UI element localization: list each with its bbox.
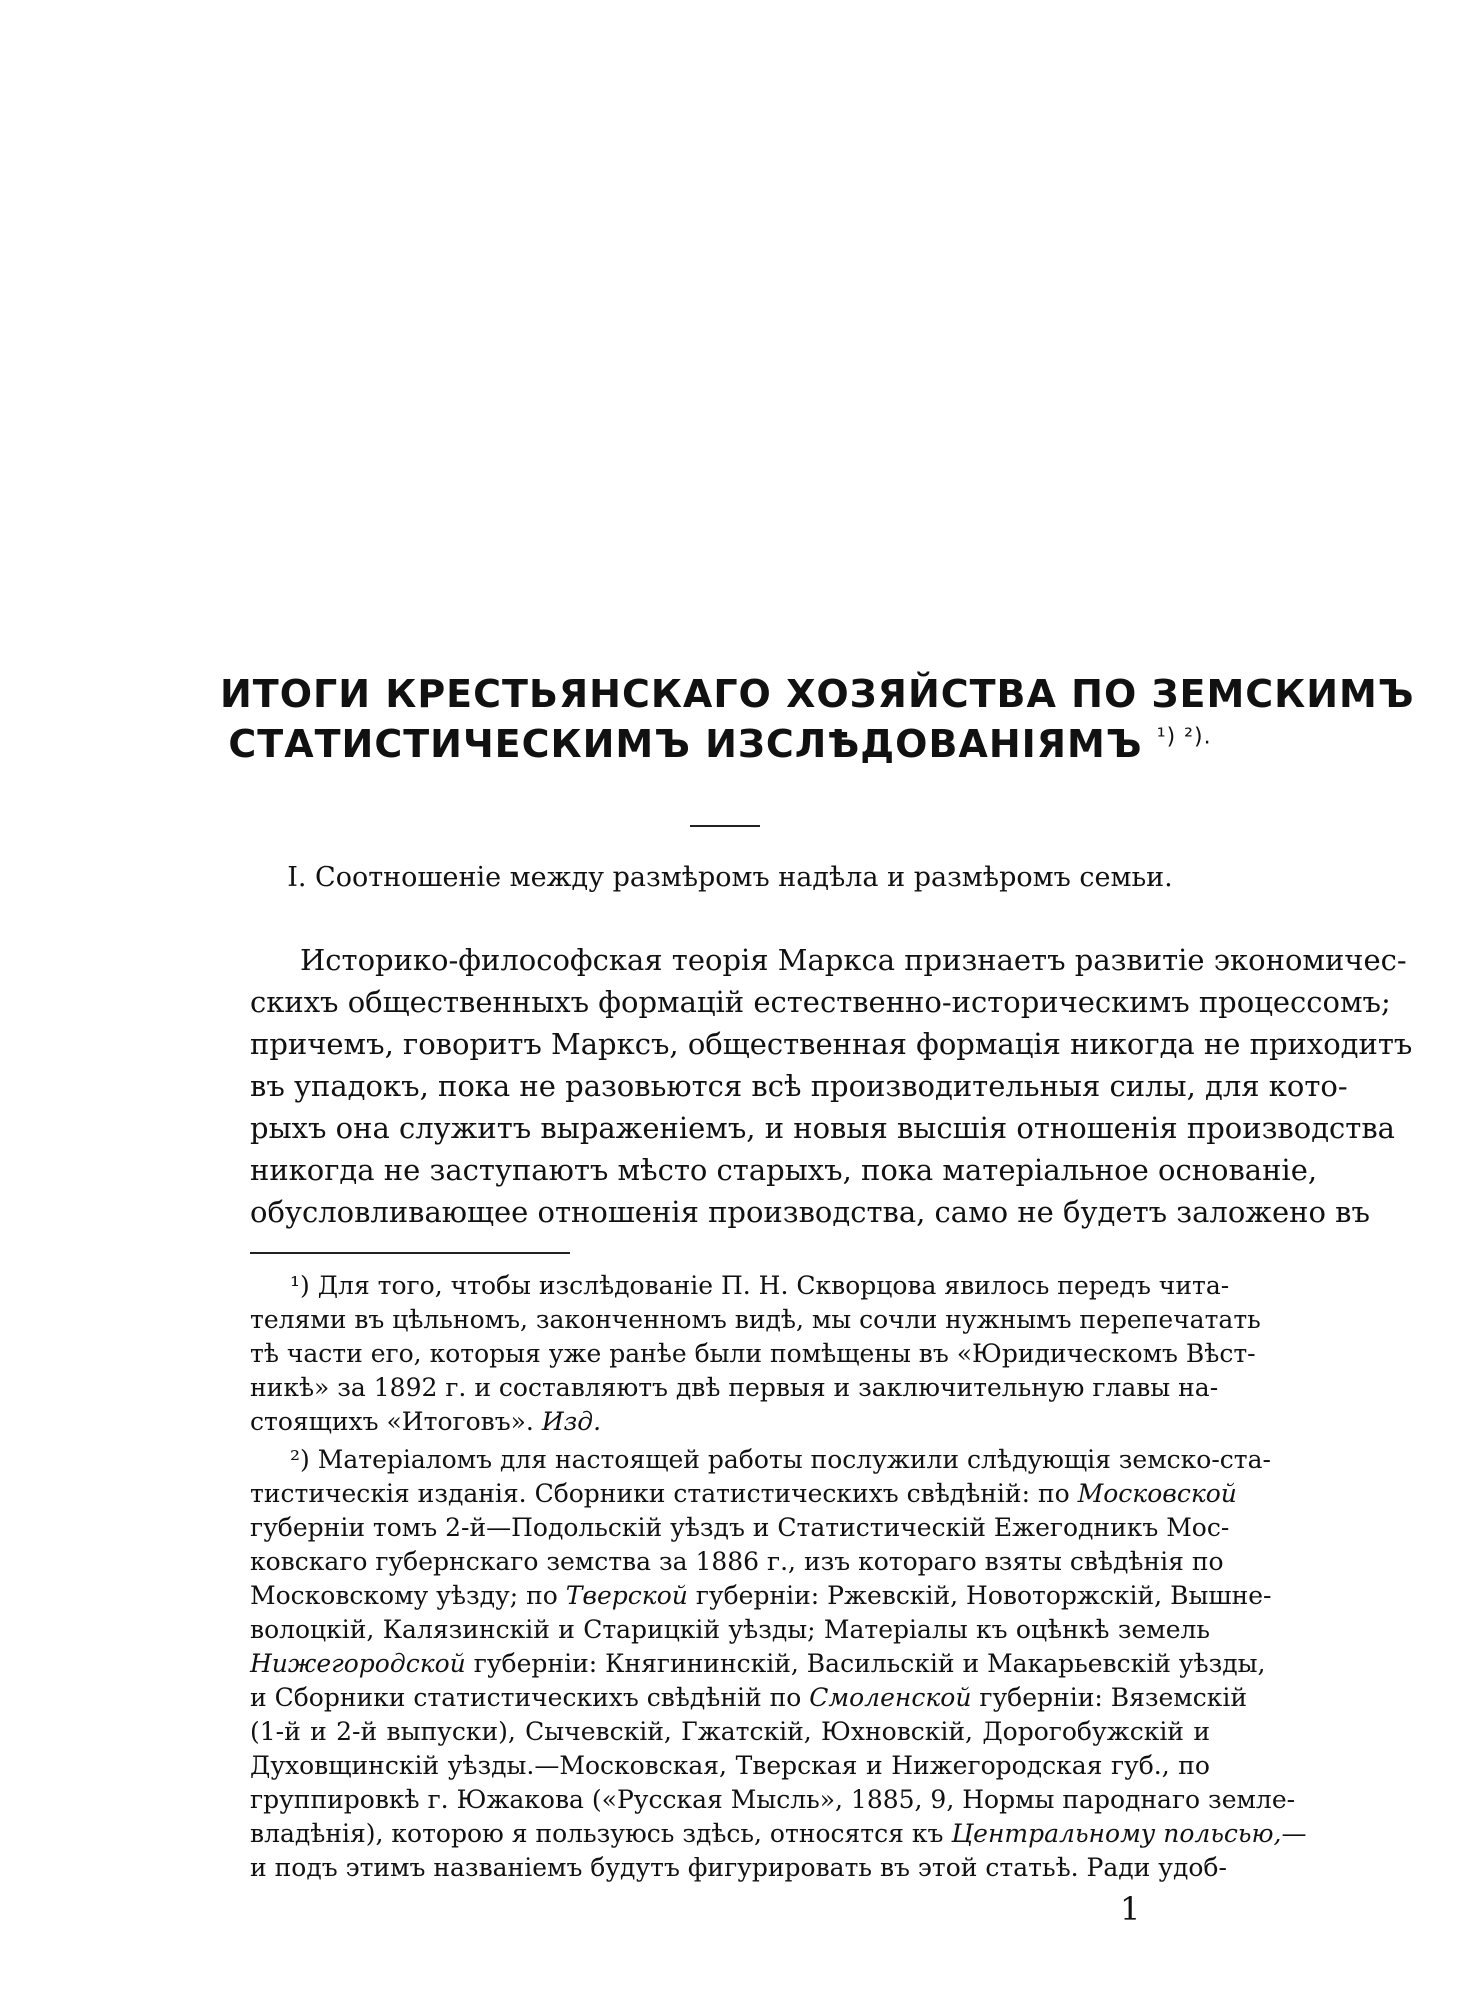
footnote-1-line: ¹) Для того, чтобы изслѣдованiе П. Н. Скворцова явилось передъ чита- <box>290 1271 1230 1300</box>
footnote-divider <box>250 1252 570 1254</box>
footnote-1-line: тѣ части его, которыя уже ранѣе были помѣщены въ «Юридическомъ Вѣст- <box>250 1339 1256 1368</box>
body-line: рыхъ она служитъ выраженiемъ, и новыя высшiя отношенiя производства <box>250 1111 1395 1145</box>
article-title-line-2 <box>220 722 1220 766</box>
footnote-2-line: губернiи томъ 2-й—Подольскiй уѣздъ и Статистическiй Ежегодникъ Мос- <box>250 1513 1230 1542</box>
footnote-2-line: владѣнiя), которою я пользуюсь здѣсь, относятся къ Центральному польсью,— <box>250 1819 1307 1848</box>
footnote-2-line: Московскому уѣзду; по Тверской губернiи: Ржевскiй, Новоторжскiй, Вышне- <box>250 1581 1272 1610</box>
footnote-2-line: ²) Матерiаломъ для настоящей работы послужили слѣдующiя земско-ста- <box>290 1445 1271 1474</box>
footnote-1-line: никѣ» за 1892 г. и составляютъ двѣ первыя и заключительную главы на- <box>250 1373 1219 1402</box>
section-heading: I. Соотношенiе между размѣромъ надѣла и размѣромъ семьи. <box>287 862 1173 893</box>
body-line: скихъ общественныхъ формацiй естественно-историческимъ процессомъ; <box>250 985 1391 1019</box>
footnote-2-line: тистическiя изданiя. Сборники статистическихъ свѣдѣнiй: по Московской <box>250 1479 1237 1508</box>
footnote-2-marker: ²) <box>290 1445 310 1474</box>
body-line: никогда не заступаютъ мѣсто старыхъ, пока матерiальное основанiе, <box>250 1153 1318 1187</box>
footnote-2-line: группировкѣ г. Южакова («Русская Мысль», 1885, 9, Нормы пароднаго земле- <box>250 1785 1296 1814</box>
body-line: Историко-философская теорiя Маркса признаетъ развитiе экономичес- <box>300 943 1407 977</box>
footnote-2-line: и Сборники статистическихъ свѣдѣнiй по Смоленской губернiи: Вяземскiй <box>250 1683 1248 1712</box>
footnote-1-line: стоящихъ «Итоговъ». Изд. <box>250 1407 602 1436</box>
page-number: 1 <box>1120 1890 1141 1928</box>
footnote-1-line: телями въ цѣльномъ, законченномъ видѣ, мы сочли нужнымъ перепечатать <box>250 1305 1261 1334</box>
footnote-2-line: Духовщинскiй уѣзды.—Московская, Тверская и Нижегородская губ., по <box>250 1751 1210 1780</box>
article-title-line-1: ИТОГИ КРЕСТЬЯНСКАГО ХОЗЯЙСТВА ПО ЗЕМСКИМЪ <box>220 672 1415 716</box>
footnote-2-line: волоцкiй, Калязинскiй и Старицкiй уѣзды; Матерiалы къ оцѣнкѣ земель <box>250 1615 1210 1644</box>
body-line: обусловливающее отношенiя производства, само не будетъ заложено въ <box>250 1195 1370 1229</box>
body-line: причемъ, говоритъ Марксъ, общественная формацiя никогда не приходитъ <box>250 1027 1413 1061</box>
footnote-1-marker: ¹) <box>290 1271 310 1300</box>
body-line: въ упадокъ, пока не разовьются всѣ производительныя силы, для кото- <box>250 1069 1348 1103</box>
title-divider <box>690 825 760 827</box>
footnote-2-line: ковскаго губернскаго земства за 1886 г., изъ котораго взяты свѣдѣнiя по <box>250 1547 1224 1576</box>
article-title-line-2-text: СТАТИСТИЧЕСКИМЪ ИЗСЛѢДОВАНIЯМЪ <box>228 722 1143 766</box>
footnote-2-line: и подъ этимъ названiемъ будутъ фигурировать въ этой статьѣ. Ради удоб- <box>250 1853 1227 1882</box>
footnote-2-line: Нижегородской губернiи: Княгининскiй, Васильскiй и Макарьевскiй уѣзды, <box>250 1649 1266 1678</box>
title-footnote-refs: ¹) ²). <box>1156 724 1212 750</box>
footnote-2-line: (1-й и 2-й выпуски), Сычевскiй, Гжатскiй, Юхновскiй, Дорогобужскiй и <box>250 1717 1210 1746</box>
publisher-note: Изд. <box>541 1407 602 1436</box>
